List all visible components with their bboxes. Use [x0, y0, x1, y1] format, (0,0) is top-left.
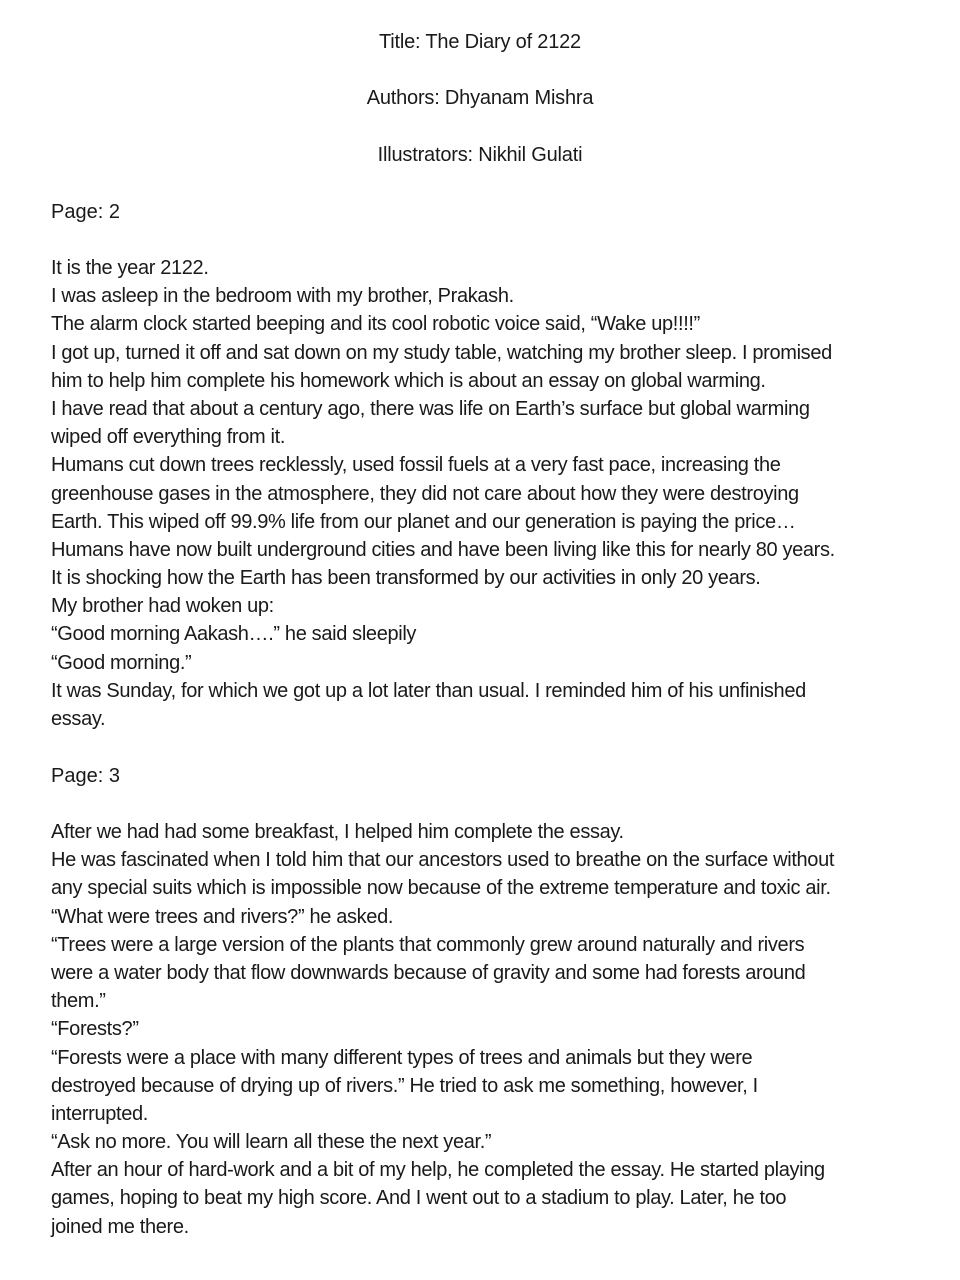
text-line: After we had had some breakfast, I helped him complete the essay. [51, 821, 624, 843]
text-line: The alarm clock started beeping and its cool robotic voice said, “Wake up!!!!” [51, 313, 700, 336]
text-line: wiped off everything from it. [51, 426, 286, 449]
text-line: “What were trees and rivers?” he asked. [51, 905, 394, 928]
text-line: It is the year 2122. [51, 257, 209, 279]
text-line: “Ask no more. You will learn all these the next year.” [51, 1131, 492, 1154]
text-line: It was Sunday, for which we got up a lot later than usual. I reminded him of his unfinished [51, 679, 806, 702]
text-line: I have read that about a century ago, there was life on Earth’s surface but global warming [51, 397, 810, 420]
text-line: After an hour of hard-work and a bit of my help, he completed the essay. He started playing [51, 1159, 825, 1182]
text-line: “Forests were a place with many different types of trees and animals but they were [51, 1046, 753, 1069]
text-line: Humans cut down trees recklessly, used fossil fuels at a very fast pace, increasing the [51, 454, 781, 477]
text-line: games, hoping to beat my high score. And I went out to a stadium to play. Later, he too [51, 1187, 787, 1210]
text-line: Earth. This wiped off 99.9% life from our planet and our generation is paying the price… [51, 510, 796, 533]
text-line: Humans have now built underground cities and have been living like this for nearly 80 years. [51, 538, 835, 561]
text-line: interrupted. [51, 1102, 148, 1125]
text-line: I got up, turned it off and sat down on my study table, watching my brother sleep. I promised [51, 341, 832, 364]
text-line: It is shocking how the Earth has been transformed by our activities in only 20 years. [51, 567, 761, 590]
book-authors: Authors: Dhyanam Mishra [366, 87, 594, 109]
text-line: them.” [51, 990, 106, 1013]
text-line: joined me there. [51, 1215, 189, 1238]
text-line: were a water body that flow downwards because of gravity and some had forests around [51, 961, 806, 984]
text-line: destroyed because of drying up of rivers.” He tried to ask me something, however, I [51, 1074, 758, 1097]
text-line: “Forests?” [51, 1018, 139, 1041]
book-illustrators: Illustrators: Nikhil Gulati [377, 144, 583, 166]
page-3-label: Page: 3 [51, 765, 120, 787]
text-line: “Trees were a large version of the plants that commonly grew around naturally and rivers [51, 933, 805, 956]
page-2-label: Page: 2 [51, 201, 120, 223]
text-line: I was asleep in the bedroom with my brother, Prakash. [51, 285, 514, 308]
text-line: “Good morning.” [51, 651, 192, 674]
text-line: any special suits which is impossible now because of the extreme temperature and toxic air. [51, 877, 831, 900]
text-line: essay. [51, 708, 106, 730]
page-2-text [51, 254, 941, 733]
book-title: Title: The Diary of 2122 [379, 31, 581, 53]
page-3-text [51, 818, 941, 1241]
text-line: “Good morning Aakash….” he said sleepily [51, 623, 417, 646]
text-line: My brother had woken up: [51, 595, 274, 618]
text-line: He was fascinated when I told him that our ancestors used to breathe on the surface without [51, 849, 835, 872]
text-line: greenhouse gases in the atmosphere, they did not care about how they were destroying [51, 482, 799, 505]
text-line: him to help him complete his homework which is about an essay on global warming. [51, 369, 766, 392]
